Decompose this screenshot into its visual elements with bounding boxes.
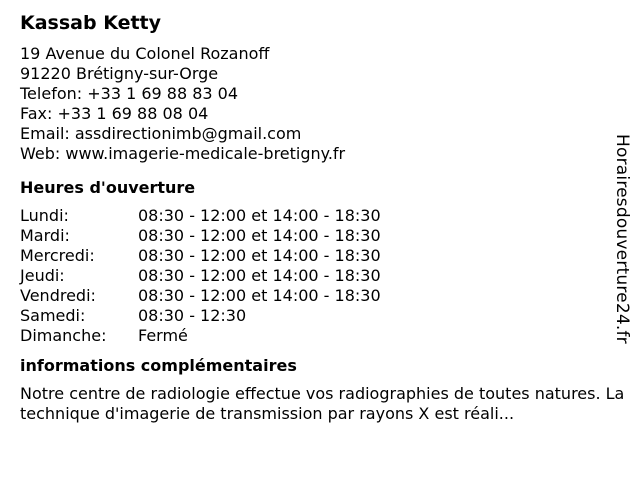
hours-row-tuesday <box>20 226 620 246</box>
email-line: Email: assdirectionimb@gmail.com <box>20 124 302 143</box>
phone-line: Telefon: +33 1 69 88 83 04 <box>20 84 239 103</box>
info-text: Notre centre de radiologie effectue vos radiographies de toutes natures. La technique d'imagerie de transmission par rayons X est réali... <box>20 384 625 423</box>
info-title: informations complémentaires <box>20 356 297 375</box>
hours-day: Mardi: <box>20 226 70 245</box>
hours-time: 08:30 - 12:00 et 14:00 - 18:30 <box>138 206 381 225</box>
hours-row-saturday <box>20 306 620 326</box>
hours-row-thursday <box>20 266 620 286</box>
hours-time: 08:30 - 12:00 et 14:00 - 18:30 <box>138 286 381 305</box>
hours-day: Samedi: <box>20 306 86 325</box>
hours-time: Fermé <box>138 326 188 345</box>
hours-table <box>20 206 620 346</box>
hours-time: 08:30 - 12:00 et 14:00 - 18:30 <box>138 246 381 265</box>
hours-time: 08:30 - 12:30 <box>138 306 247 325</box>
hours-day: Lundi: <box>20 206 69 225</box>
hours-row-monday <box>20 206 620 226</box>
hours-time: 08:30 - 12:00 et 14:00 - 18:30 <box>138 226 381 245</box>
hours-day: Mercredi: <box>20 246 95 265</box>
hours-day: Vendredi: <box>20 286 96 305</box>
hours-time: 08:30 - 12:00 et 14:00 - 18:30 <box>138 266 381 285</box>
hours-title: Heures d'ouverture <box>20 178 196 197</box>
business-name: Kassab Ketty <box>20 12 162 34</box>
hours-row-wednesday <box>20 246 620 266</box>
hours-day: Dimanche: <box>20 326 107 345</box>
web-line: Web: www.imagerie-medicale-bretigny.fr <box>20 144 346 163</box>
contact-block <box>20 44 620 164</box>
site-watermark: Horairesdouverture24.fr <box>612 134 632 344</box>
fax-line: Fax: +33 1 69 88 08 04 <box>20 104 209 123</box>
address-line2: 91220 Brétigny-sur-Orge <box>20 64 219 83</box>
hours-row-sunday <box>20 326 620 346</box>
hours-day: Jeudi: <box>20 266 65 285</box>
hours-row-friday <box>20 286 620 306</box>
address-line1: 19 Avenue du Colonel Rozanoff <box>20 44 270 63</box>
